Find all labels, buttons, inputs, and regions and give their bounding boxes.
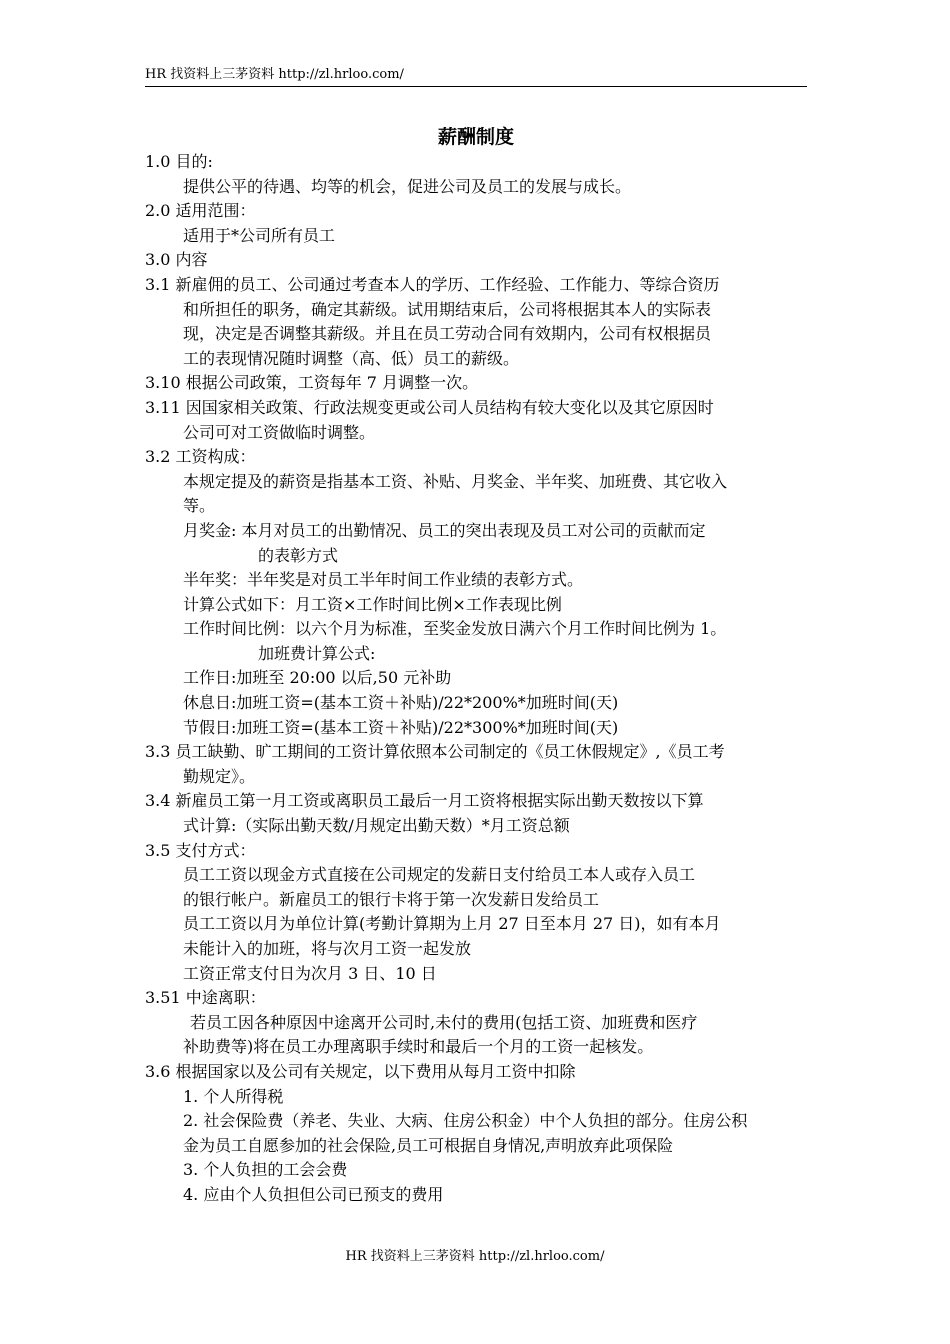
clause-line: 3.3 员工缺勤、旷工期间的工资计算依照本公司制定的《员工休假规定》,《员工考 bbox=[145, 742, 725, 762]
paragraph-continuation: 的表彰方式 bbox=[258, 545, 339, 565]
clause-continuation: 式计算:（实际出勤天数/月规定出勤天数）*月工资总额 bbox=[183, 816, 570, 836]
paragraph-line: 等。 bbox=[183, 496, 216, 516]
paragraph-line: 工资正常支付日为次月 3 日、10 日 bbox=[183, 963, 437, 983]
section-heading: 3.0 内容 bbox=[145, 250, 208, 270]
clause-line: 3.5 支付方式： bbox=[145, 840, 256, 860]
paragraph-line: 节假日:加班工资=(基本工资＋补贴)/22*300%*加班时间(天) bbox=[183, 717, 619, 737]
paragraph-line: 提供公平的待遇、均等的机会，促进公司及员工的发展与成长。 bbox=[183, 176, 632, 196]
clause-line: 3.1 新雇佣的员工、公司通过考查本人的学历、工作经验、工作能力、等综合资历 bbox=[145, 274, 720, 294]
paragraph-line: 计算公式如下：月工资×工作时间比例×工作表现比例 bbox=[183, 594, 562, 614]
list-item-continuation: 金为员工自愿参加的社会保险,员工可根据自身情况,声明放弃此项保险 bbox=[183, 1135, 674, 1155]
paragraph-line: 补助费等)将在员工办理离职手续时和最后一个月的工资一起核发。 bbox=[183, 1037, 654, 1057]
clause-continuation: 现，决定是否调整其薪级。并且在员工劳动合同有效期内，公司有权根据员 bbox=[183, 324, 712, 344]
clause-continuation: 和所担任的职务，确定其薪级。试用期结束后，公司将根据其本人的实际表 bbox=[183, 299, 712, 319]
paragraph-line: 员工工资以现金方式直接在公司规定的发薪日支付给员工本人或存入员工 bbox=[183, 865, 696, 885]
clause-line: 3.11 因国家相关政策、行政法规变更或公司人员结构有较大变化以及其它原因时 bbox=[145, 397, 714, 417]
paragraph-line: 的银行帐户。新雇员工的银行卡将于第一次发薪日发给员工 bbox=[183, 889, 600, 909]
clause-line: 3.51 中途离职： bbox=[145, 988, 266, 1008]
paragraph-line: 本规定提及的薪资是指基本工资、补贴、月奖金、半年奖、加班费、其它收入 bbox=[183, 471, 728, 491]
list-item: 3. 个人负担的工会会费 bbox=[183, 1160, 348, 1180]
paragraph-line: 若员工因各种原因中途离开公司时,未付的费用(包括工资、加班费和医疗 bbox=[190, 1012, 698, 1032]
page-header: HR 找资料上三茅资料 http://zl.hrloo.com/ bbox=[145, 66, 807, 87]
paragraph-continuation: 加班费计算公式: bbox=[258, 643, 376, 663]
paragraph-line: 员工工资以月为单位计算(考勤计算期为上月 27 日至本月 27 日)，如有本月 bbox=[183, 914, 721, 934]
clause-continuation: 勤规定》。 bbox=[183, 766, 256, 786]
paragraph-line: 未能计入的加班，将与次月工资一起发放 bbox=[183, 939, 472, 958]
paragraph-line: 休息日:加班工资=(基本工资＋补贴)/22*200%*加班时间(天) bbox=[183, 693, 619, 713]
paragraph-line: 半年奖：半年奖是对员工半年时间工作业绩的表彰方式。 bbox=[183, 570, 584, 590]
section-heading: 1.0 目的: bbox=[145, 152, 213, 171]
section-heading: 2.0 适用范围： bbox=[145, 201, 256, 221]
list-item: 4. 应由个人负担但公司已预支的费用 bbox=[183, 1184, 444, 1204]
document-body bbox=[145, 150, 809, 1208]
paragraph-line: 月奖金: 本月对员工的出勤情况、员工的突出表现及员工对公司的贡献而定 bbox=[183, 520, 706, 540]
page-footer: HR 找资料上三茅资料 http://zl.hrloo.com/ bbox=[345, 1249, 605, 1264]
clause-continuation: 公司可对工资做临时调整。 bbox=[183, 422, 376, 442]
list-item: 1. 个人所得税 bbox=[183, 1086, 284, 1106]
paragraph-line: 工作时间比例：以六个月为标准，至奖金发放日满六个月工作时间比例为 1。 bbox=[183, 619, 727, 639]
document-title: 薪酬制度 bbox=[437, 126, 514, 148]
paragraph-line: 适用于*公司所有员工 bbox=[183, 225, 336, 245]
clause-line: 3.2 工资构成： bbox=[145, 447, 256, 467]
clause-continuation: 工的表现情况随时调整（高、低）员工的薪级。 bbox=[183, 348, 520, 368]
list-item: 2. 社会保险费（养老、失业、大病、住房公积金）中个人负担的部分。住房公积 bbox=[183, 1111, 748, 1131]
clause-line: 3.4 新雇员工第一月工资或离职员工最后一月工资将根据实际出勤天数按以下算 bbox=[145, 791, 704, 811]
clause-line: 3.10 根据公司政策，工资每年 7 月调整一次。 bbox=[145, 373, 479, 393]
paragraph-line: 工作日:加班至 20:00 以后,50 元补助 bbox=[183, 668, 452, 688]
clause-line: 3.6 根据国家以及公司有关规定，以下费用从每月工资中扣除 bbox=[145, 1061, 576, 1081]
